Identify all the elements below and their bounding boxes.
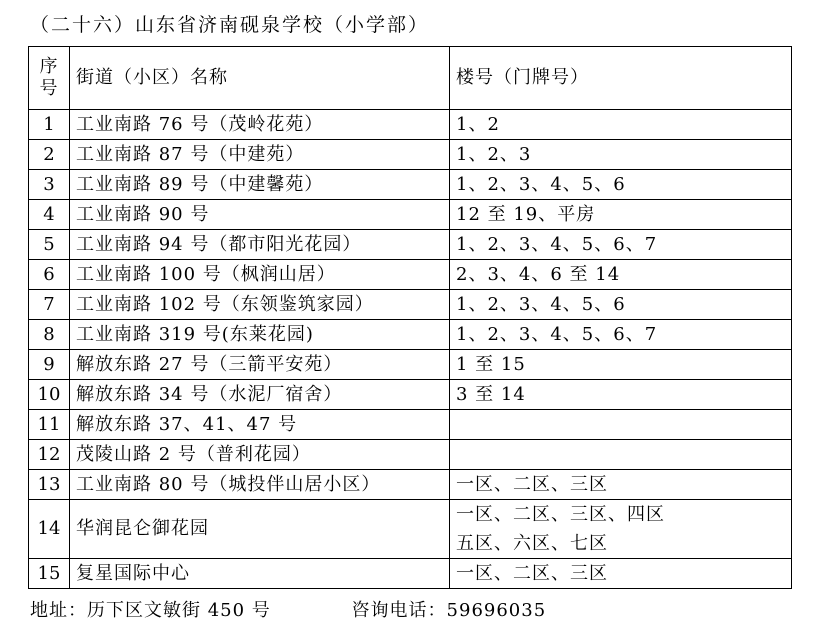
row-number: 11 — [29, 410, 70, 440]
footer-phone: 咨询电话：59696035 — [351, 600, 547, 621]
building-numbers-line: 12 至 19、平房 — [456, 204, 596, 225]
table-row — [29, 140, 792, 170]
row-building-numbers — [450, 380, 792, 410]
header-building-numbers: 楼号（门牌号） — [450, 47, 792, 110]
building-numbers-line: 1 至 15 — [456, 354, 526, 375]
building-numbers-line: 1、2、3、4、5、6 — [456, 174, 626, 195]
row-street-name: 工业南路 94 号（都市阳光花园） — [70, 230, 450, 260]
row-building-numbers — [450, 170, 792, 200]
table-body — [29, 110, 792, 589]
row-number: 13 — [29, 470, 70, 500]
row-building-numbers — [450, 500, 792, 559]
header-number-line1: 序 — [39, 56, 59, 77]
building-numbers-line: 一区、二区、三区 — [456, 563, 608, 584]
row-number: 7 — [29, 290, 70, 320]
row-building-numbers — [450, 140, 792, 170]
row-number: 9 — [29, 350, 70, 380]
row-number: 15 — [29, 559, 70, 589]
table-row — [29, 260, 792, 290]
table-row — [29, 290, 792, 320]
row-street-name: 复星国际中心 — [70, 559, 450, 589]
row-number: 5 — [29, 230, 70, 260]
table-row — [29, 320, 792, 350]
footer-address: 地址：历下区文敏街 450 号 — [30, 600, 271, 621]
building-numbers-line: 3 至 14 — [456, 384, 526, 405]
row-building-numbers — [450, 440, 792, 470]
row-building-numbers — [450, 110, 792, 140]
building-numbers-line: 一区、二区、三区、四区 — [456, 504, 665, 525]
row-number: 2 — [29, 140, 70, 170]
row-street-name: 华润昆仑御花园 — [70, 500, 450, 559]
row-building-numbers — [450, 230, 792, 260]
row-street-name: 工业南路 319 号(东莱花园) — [70, 320, 450, 350]
row-building-numbers — [450, 350, 792, 380]
row-street-name: 工业南路 89 号（中建馨苑） — [70, 170, 450, 200]
row-building-numbers — [450, 290, 792, 320]
table-row — [29, 200, 792, 230]
row-street-name: 茂陵山路 2 号（普利花园） — [70, 440, 450, 470]
row-building-numbers — [450, 200, 792, 230]
row-number: 14 — [29, 500, 70, 559]
row-street-name: 工业南路 76 号（茂岭花苑） — [70, 110, 450, 140]
row-building-numbers — [450, 260, 792, 290]
row-number: 8 — [29, 320, 70, 350]
table-row — [29, 110, 792, 140]
section-title: （二十六）山东省济南砚泉学校（小学部） — [30, 14, 430, 36]
row-street-name: 解放东路 34 号（水泥厂宿舍） — [70, 380, 450, 410]
row-street-name: 工业南路 100 号（枫润山居） — [70, 260, 450, 290]
table-row — [29, 500, 792, 559]
header-number-line2: 号 — [39, 78, 59, 99]
building-numbers-line: 1、2 — [456, 114, 500, 135]
table-row — [29, 350, 792, 380]
table-header-row — [29, 47, 792, 110]
row-street-name: 工业南路 102 号（东领鉴筑家园） — [70, 290, 450, 320]
row-number: 1 — [29, 110, 70, 140]
table-row — [29, 470, 792, 500]
table-row — [29, 380, 792, 410]
building-numbers-line: 2、3、4、6 至 14 — [456, 264, 621, 285]
header-number — [29, 47, 70, 110]
row-street-name: 工业南路 87 号（中建苑） — [70, 140, 450, 170]
header-street-name: 街道（小区）名称 — [70, 47, 450, 110]
row-number: 6 — [29, 260, 70, 290]
row-number: 4 — [29, 200, 70, 230]
row-number: 12 — [29, 440, 70, 470]
district-table — [28, 46, 792, 589]
building-numbers-line: 一区、二区、三区 — [456, 474, 608, 495]
building-numbers-line: 1、2、3、4、5、6、7 — [456, 234, 658, 255]
building-numbers-line: 1、2、3、4、5、6、7 — [456, 324, 658, 345]
row-street-name: 解放东路 27 号（三箭平安苑） — [70, 350, 450, 380]
building-numbers-line: 五区、六区、七区 — [456, 533, 608, 554]
row-number: 10 — [29, 380, 70, 410]
table-row — [29, 230, 792, 260]
building-numbers-line: 1、2、3 — [456, 144, 532, 165]
table-row — [29, 170, 792, 200]
row-building-numbers — [450, 410, 792, 440]
table-row — [29, 440, 792, 470]
row-building-numbers — [450, 559, 792, 589]
table-row — [29, 559, 792, 589]
row-building-numbers — [450, 320, 792, 350]
footer — [30, 596, 546, 622]
row-street-name: 解放东路 37、41、47 号 — [70, 410, 450, 440]
row-street-name: 工业南路 90 号 — [70, 200, 450, 230]
row-number: 3 — [29, 170, 70, 200]
building-numbers-line: 1、2、3、4、5、6 — [456, 294, 626, 315]
row-street-name: 工业南路 80 号（城投伴山居小区） — [70, 470, 450, 500]
table-row — [29, 410, 792, 440]
row-building-numbers — [450, 470, 792, 500]
